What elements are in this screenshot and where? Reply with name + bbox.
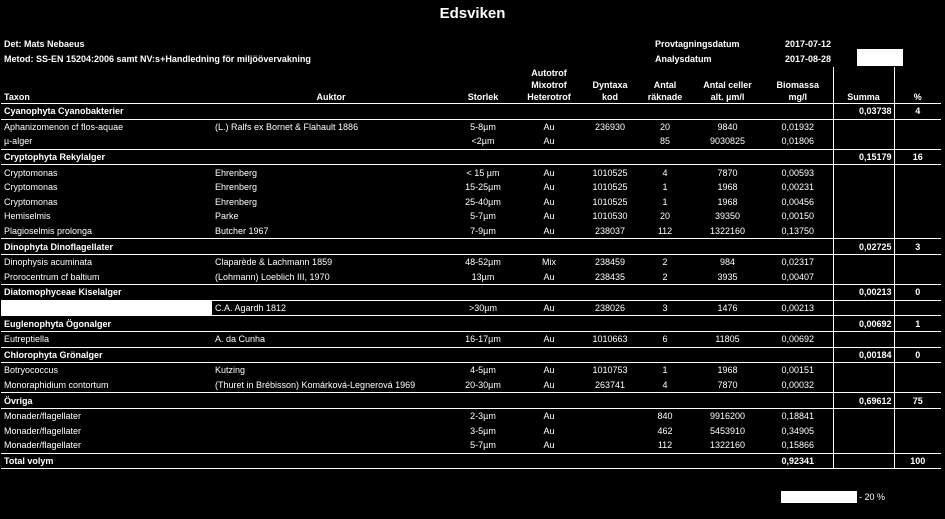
cell-summa-empty — [833, 408, 894, 423]
cell-pct-empty — [894, 438, 941, 453]
cell-dyntaxa — [582, 438, 638, 453]
cell-trophy: Au — [543, 411, 555, 422]
total-summa-empty — [833, 453, 894, 469]
header-antal — [638, 67, 692, 104]
cell-dyntaxa: 1010530 — [592, 211, 628, 222]
footer-text: - 20 % — [859, 492, 886, 502]
table-row — [1, 408, 941, 423]
cell-taxon: Botryococcus — [4, 365, 59, 376]
cell-auktor — [212, 423, 450, 438]
cell-pct-empty — [894, 119, 941, 134]
group-pct: 1 — [894, 316, 941, 332]
cell-summa-empty — [833, 363, 894, 378]
cell-storlek: 16-17µm — [465, 334, 501, 345]
cell-summa-empty — [833, 438, 894, 453]
cell-auktor: (Thuret in Brébisson) Komárková-Legnerová 1969 — [215, 379, 416, 390]
cell-summa-empty — [833, 270, 894, 285]
cell-dyntaxa: 1010525 — [592, 167, 628, 178]
cell-summa-empty — [833, 209, 894, 224]
cell-celler: 39350 — [714, 211, 741, 222]
cell-trophy: Au — [543, 271, 555, 282]
cell-celler: 1968 — [717, 182, 738, 193]
cell-trophy: Au — [543, 440, 555, 451]
header-mixotrof: Mixotrof — [531, 80, 567, 90]
header-pct: % — [894, 67, 941, 104]
total-biomassa: 0,92341 — [763, 453, 833, 469]
table-row — [1, 270, 941, 285]
cell-dyntaxa — [582, 408, 638, 423]
group-name: Cyanophyta Cyanobakterier — [1, 104, 833, 120]
group-name: Chlorophyta Grönalger — [1, 347, 833, 363]
cell-celler: 1322160 — [709, 440, 746, 451]
group-summa: 0,00184 — [833, 347, 894, 363]
header-celler — [692, 67, 763, 104]
redacted-box — [857, 49, 903, 66]
cell-biomassa: 0,15866 — [781, 440, 815, 451]
group-row — [1, 239, 941, 255]
cell-auktor — [212, 134, 450, 149]
header-auktor: Auktor — [212, 67, 450, 104]
table-row — [1, 209, 941, 224]
header-antal-2: räknade — [647, 92, 683, 102]
cell-trophy: Au — [543, 379, 555, 390]
cell-summa-empty — [833, 165, 894, 180]
header-dyntaxa-2: kod — [601, 92, 618, 102]
cell-pct-empty — [894, 254, 941, 269]
cell-storlek: 25-40µm — [465, 196, 501, 207]
header-row — [1, 67, 941, 104]
cell-dyntaxa: 236930 — [594, 121, 626, 132]
cell-pct-empty — [894, 363, 941, 378]
cell-taxon: Eutreptiella — [4, 334, 50, 345]
cell-pct-empty — [894, 331, 941, 347]
cell-antal: 840 — [657, 411, 673, 422]
header-biomassa-2: mg/l — [788, 92, 807, 102]
group-row — [1, 285, 941, 301]
cell-celler: 3935 — [717, 271, 738, 282]
cell-celler: 7870 — [717, 379, 738, 390]
total-pct: 100 — [894, 453, 941, 469]
cell-dyntaxa — [582, 134, 638, 149]
cell-trophy: Au — [543, 167, 555, 178]
cell-dyntaxa: 238459 — [594, 257, 626, 268]
cell-biomassa: 0,13750 — [781, 226, 815, 237]
cell-storlek: 5-8µm — [470, 121, 496, 132]
cell-taxon: Monader/flagellater — [4, 440, 82, 451]
cell-biomassa: 0,00407 — [781, 271, 815, 282]
cell-celler: 1476 — [717, 303, 738, 314]
cell-biomassa: 0,01932 — [781, 121, 815, 132]
cell-antal: 462 — [657, 425, 673, 436]
cell-antal: 3 — [662, 303, 668, 314]
cell-trophy: Au — [543, 196, 555, 207]
cell-summa-empty — [833, 254, 894, 269]
cell-trophy: Au — [543, 334, 555, 345]
cell-storlek: 13µm — [471, 271, 495, 282]
group-row — [1, 104, 941, 120]
cell-trophy: Au — [543, 121, 555, 132]
cell-celler: 1968 — [717, 196, 738, 207]
group-name: Dinophyta Dinoflagellater — [1, 239, 833, 255]
cell-biomassa: 0,02317 — [781, 257, 815, 268]
cell-dyntaxa: 1010525 — [592, 196, 628, 207]
cell-biomassa: 0,00151 — [781, 365, 815, 376]
table-row — [1, 224, 941, 239]
cell-taxon: µ-alger — [4, 136, 33, 147]
table-row — [1, 300, 941, 316]
table-row — [1, 331, 941, 347]
table-body — [1, 104, 941, 469]
group-row — [1, 347, 941, 363]
cell-summa-empty — [833, 224, 894, 239]
header-storlek: Storlek — [450, 67, 516, 104]
cell-taxon — [1, 300, 212, 316]
header-biomassa-1: Biomassa — [776, 80, 820, 90]
table-row — [1, 195, 941, 210]
cell-taxon: Dinophysis acuminata — [4, 257, 93, 268]
cell-storlek: 2-3µm — [470, 411, 496, 422]
cell-trophy: Au — [543, 182, 555, 193]
cell-storlek: 48-52µm — [465, 257, 501, 268]
cell-biomassa: 0,34905 — [781, 425, 815, 436]
cell-pct-empty — [894, 423, 941, 438]
cell-celler: 984 — [719, 257, 736, 268]
header-celler-2: alt. µm/l — [710, 92, 745, 102]
cell-trophy: Mix — [542, 257, 556, 268]
cell-celler: 9916200 — [709, 411, 746, 422]
cell-summa-empty — [833, 331, 894, 347]
cell-summa-empty — [833, 300, 894, 316]
group-pct: 16 — [894, 149, 941, 165]
cell-celler: 1322160 — [709, 226, 746, 237]
method-label: Metod: SS-EN 15204:2006 samt NV:s+Handledning för miljöövervakning — [4, 54, 311, 64]
cell-biomassa: 0,00150 — [781, 211, 815, 222]
cell-summa-empty — [833, 378, 894, 393]
cell-trophy: Au — [543, 136, 555, 147]
group-row — [1, 316, 941, 332]
footer-redacted-box — [781, 491, 857, 503]
cell-auktor: (L.) Ralfs ex Bornet & Flahault 1886 — [215, 121, 359, 132]
cell-antal: 2 — [662, 257, 668, 268]
header-autotrof: Autotrof — [531, 68, 567, 78]
cell-biomassa: 0,00593 — [781, 167, 815, 178]
cell-biomassa: 0,00032 — [781, 379, 815, 390]
cell-taxon: Cryptomonas — [4, 196, 58, 207]
cell-celler: 9840 — [717, 121, 738, 132]
group-pct: 75 — [894, 393, 941, 409]
cell-auktor: Ehrenberg — [215, 167, 258, 178]
page-title: Edsviken — [439, 5, 506, 22]
cell-pct-empty — [894, 195, 941, 210]
cell-auktor: Kutzing — [215, 365, 246, 376]
group-name: Cryptophyta Rekylalger — [1, 149, 833, 165]
cell-trophy: Au — [543, 211, 555, 222]
cell-storlek: 3-5µm — [470, 425, 496, 436]
cell-antal: 4 — [662, 379, 668, 390]
cell-taxon: Monoraphidium contortum — [4, 379, 109, 390]
cell-pct-empty — [894, 300, 941, 316]
analysis-date: 2017-08-28 — [785, 54, 832, 64]
cell-trophy: Au — [543, 303, 555, 314]
cell-antal: 1 — [662, 196, 668, 207]
cell-dyntaxa: 238435 — [594, 271, 626, 282]
table-row — [1, 134, 941, 149]
table-row — [1, 423, 941, 438]
cell-antal: 112 — [657, 440, 673, 451]
cell-pct-empty — [894, 408, 941, 423]
group-name: Övriga — [1, 393, 833, 409]
cell-celler: 5453910 — [709, 425, 746, 436]
det-label: Det: Mats Nebaeus — [4, 39, 85, 49]
cell-celler: 9030825 — [709, 136, 746, 147]
cell-storlek: 7-9µm — [470, 226, 496, 237]
header-dyntaxa — [582, 67, 638, 104]
cell-pct-empty — [894, 180, 941, 195]
total-label: Total volym — [1, 453, 763, 469]
cell-summa-empty — [833, 119, 894, 134]
cell-pct-empty — [894, 134, 941, 149]
cell-pct-empty — [894, 270, 941, 285]
cell-celler: 7870 — [717, 167, 738, 178]
sampling-date-label: Provtagningsdatum — [655, 39, 740, 49]
cell-summa-empty — [833, 423, 894, 438]
cell-trophy: Au — [543, 365, 555, 376]
cell-dyntaxa: 1010753 — [592, 365, 628, 376]
cell-storlek: 5-7µm — [470, 211, 496, 222]
cell-antal: 1 — [662, 182, 668, 193]
cell-biomassa: 0,00692 — [781, 334, 815, 345]
header-heterotrof: Heterotrof — [527, 92, 571, 102]
group-row — [1, 393, 941, 409]
total-row — [1, 453, 941, 469]
cell-summa-empty — [833, 195, 894, 210]
cell-auktor: A. da Cunha — [215, 334, 266, 345]
cell-antal: 2 — [662, 271, 668, 282]
header-summa: Summa — [833, 67, 894, 104]
header-trophy — [516, 67, 582, 104]
group-row — [1, 149, 941, 165]
group-pct: 0 — [894, 347, 941, 363]
cell-storlek: < 15 µm — [466, 167, 500, 178]
cell-storlek: <2µm — [471, 136, 495, 147]
cell-dyntaxa: 263741 — [594, 379, 626, 390]
group-pct: 0 — [894, 285, 941, 301]
header-biomassa — [763, 67, 833, 104]
cell-storlek: 15-25µm — [465, 182, 501, 193]
cell-antal: 85 — [659, 136, 670, 147]
cell-taxon: Hemiselmis — [4, 211, 51, 222]
group-summa: 0,03738 — [833, 104, 894, 120]
group-pct: 3 — [894, 239, 941, 255]
cell-storlek: 20-30µm — [465, 379, 501, 390]
group-summa: 0,15179 — [833, 149, 894, 165]
cell-taxon: Prorocentrum cf baltium — [4, 271, 100, 282]
header-antal-1: Antal — [653, 80, 677, 90]
cell-auktor — [212, 438, 450, 453]
header-celler-1: Antal celler — [703, 80, 752, 90]
cell-antal: 4 — [662, 167, 668, 178]
cell-trophy: Au — [543, 226, 555, 237]
cell-pct-empty — [894, 378, 941, 393]
analysis-date-label: Analysdatum — [655, 54, 712, 64]
cell-taxon: Monader/flagellater — [4, 411, 82, 422]
group-summa: 0,69612 — [833, 393, 894, 409]
cell-taxon: Aphanizomenon cf flos-aquae — [4, 121, 124, 132]
cell-pct-empty — [894, 165, 941, 180]
table-row — [1, 165, 941, 180]
cell-pct-empty — [894, 224, 941, 239]
group-summa: 0,00692 — [833, 316, 894, 332]
footer-note — [781, 491, 885, 503]
cell-auktor: C.A. Agardh 1812 — [215, 303, 287, 314]
group-name: Euglenophyta Ögonalger — [1, 316, 833, 332]
cell-taxon: Cryptomonas — [4, 182, 58, 193]
group-summa: 0,00213 — [833, 285, 894, 301]
cell-summa-empty — [833, 134, 894, 149]
cell-auktor: Claparède & Lachmann 1859 — [215, 257, 333, 268]
cell-dyntaxa — [582, 423, 638, 438]
header-dyntaxa-1: Dyntaxa — [592, 80, 628, 90]
table-row — [1, 378, 941, 393]
cell-antal: 112 — [657, 226, 673, 237]
cell-antal: 1 — [662, 365, 668, 376]
cell-dyntaxa: 1010663 — [592, 334, 628, 345]
cell-storlek: 4-5µm — [470, 365, 496, 376]
cell-storlek: 5-7µm — [470, 440, 496, 451]
cell-auktor: Parke — [215, 211, 239, 222]
cell-celler: 11805 — [715, 334, 740, 345]
cell-dyntaxa: 238037 — [594, 226, 626, 237]
cell-taxon: Monader/flagellater — [4, 425, 82, 436]
table-row — [1, 180, 941, 195]
cell-biomassa: 0,00456 — [781, 196, 815, 207]
cell-antal: 20 — [659, 121, 670, 132]
cell-auktor: Ehrenberg — [215, 196, 258, 207]
cell-auktor — [212, 408, 450, 423]
table-row — [1, 363, 941, 378]
table-row — [1, 438, 941, 453]
cell-antal: 6 — [662, 334, 668, 345]
cell-taxon: Plagioselmis prolonga — [4, 226, 93, 237]
cell-biomassa: 0,18841 — [781, 411, 815, 422]
cell-antal: 20 — [659, 211, 670, 222]
cell-biomassa: 0,01806 — [781, 136, 815, 147]
cell-dyntaxa: 238026 — [594, 303, 626, 314]
cell-pct-empty — [894, 209, 941, 224]
cell-trophy: Au — [543, 425, 555, 436]
group-summa: 0,02725 — [833, 239, 894, 255]
cell-biomassa: 0,00213 — [781, 303, 815, 314]
cell-summa-empty — [833, 180, 894, 195]
table-row — [1, 119, 941, 134]
phytoplankton-table — [1, 67, 941, 469]
header-taxon: Taxon — [1, 67, 212, 104]
cell-dyntaxa: 1010525 — [592, 182, 628, 193]
sampling-date: 2017-07-12 — [785, 39, 832, 49]
cell-celler: 1968 — [717, 365, 738, 376]
cell-storlek: >30µm — [469, 303, 497, 314]
group-name: Diatomophyceae Kiselalger — [1, 285, 833, 301]
cell-auktor: Butcher 1967 — [215, 226, 269, 237]
cell-taxon: Cryptomonas — [4, 167, 58, 178]
cell-auktor: (Lohmann) Loeblich III, 1970 — [215, 271, 330, 282]
group-pct: 4 — [894, 104, 941, 120]
cell-biomassa: 0,00231 — [781, 182, 815, 193]
cell-auktor: Ehrenberg — [215, 182, 258, 193]
table-row — [1, 254, 941, 269]
